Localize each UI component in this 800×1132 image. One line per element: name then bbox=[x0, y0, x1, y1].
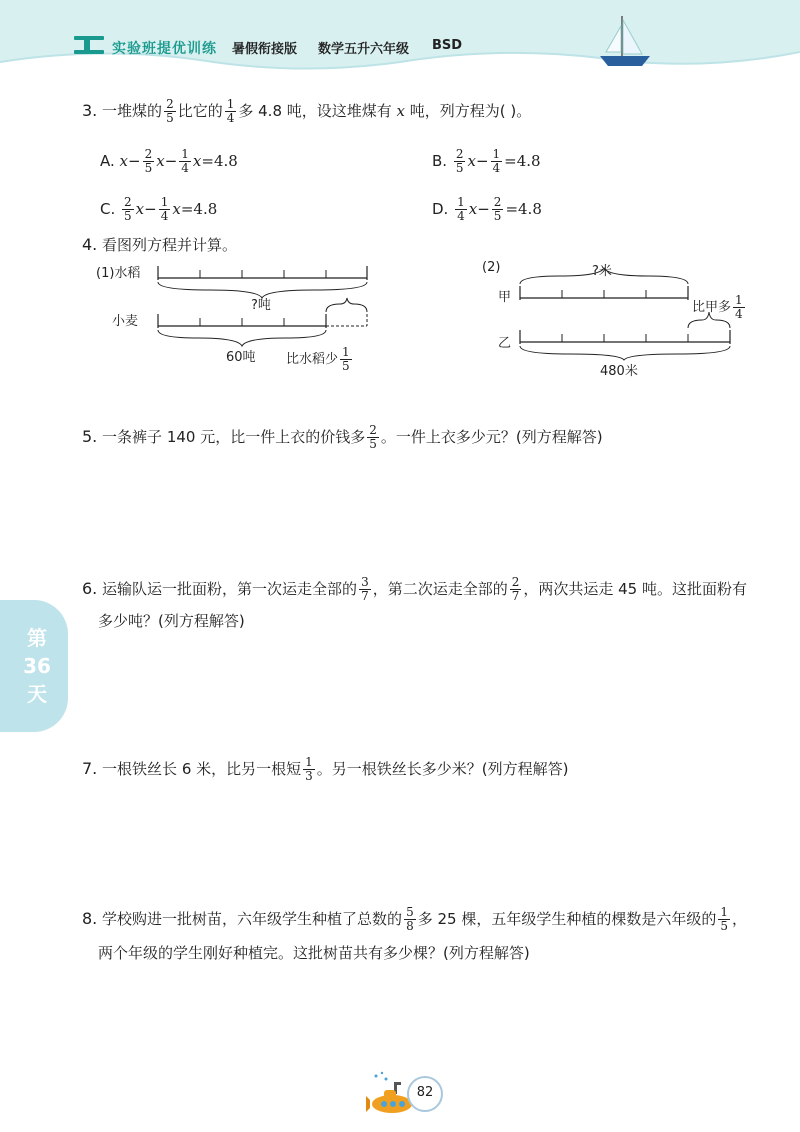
fraction: $\frac{2}{7}$ bbox=[511, 575, 520, 603]
diagram-2-b-label: 乙 bbox=[498, 336, 512, 351]
question-6 bbox=[82, 576, 747, 603]
question-text: 一条裤子 140 元，比一件上衣的价钱多 bbox=[102, 428, 366, 446]
question-text: 吨，列方程为( )。 bbox=[409, 102, 532, 120]
fraction: $\frac{2}{5}$ bbox=[493, 195, 502, 223]
question-text: ，两次共运走 45 吨。这批面粉有 bbox=[523, 580, 747, 598]
question-8 bbox=[82, 906, 747, 933]
fraction: $\frac{2}{5}$ bbox=[144, 147, 153, 175]
fraction: $\frac{1}{4}$ bbox=[735, 293, 743, 321]
fraction: $\frac{2}{5}$ bbox=[455, 147, 464, 175]
diagram-1-compare: 比水稻少 $\frac{1}{5}$ bbox=[286, 345, 350, 373]
question-5 bbox=[82, 424, 603, 451]
diagram-1-amount: 60吨 bbox=[226, 350, 256, 365]
question-number: 5. bbox=[82, 427, 98, 446]
fraction: $\frac{2}{5}$ bbox=[166, 97, 174, 125]
option-label: B. bbox=[432, 152, 448, 170]
option-b: B. $\frac{2}{5}$ x− $\frac{1}{4}$ =4.8 bbox=[432, 147, 541, 175]
option-d: D. $\frac{1}{4}$ x− $\frac{2}{5}$ =4.8 bbox=[432, 195, 542, 223]
question-text: 看图列方程并计算。 bbox=[102, 236, 238, 254]
question-number: 7. bbox=[82, 759, 98, 778]
question-number: 3. bbox=[82, 101, 98, 120]
question-4 bbox=[82, 234, 237, 256]
subject-label: 数学五升六年级 bbox=[318, 42, 410, 57]
question-text: 运输队运一批面粉，第一次运走全部的 bbox=[102, 580, 358, 598]
diagram-1-wheat-label: 小麦 bbox=[112, 314, 139, 329]
diagram-2-unknown: ?米 bbox=[592, 264, 612, 279]
fraction: $\frac{1}{5}$ bbox=[720, 905, 728, 933]
diagram-2-total: 480米 bbox=[600, 364, 638, 379]
sailboat-icon bbox=[596, 12, 654, 70]
option-c: C. $\frac{2}{5}$ x− $\frac{1}{4}$ x=4.8 bbox=[100, 195, 218, 223]
option-label: C. bbox=[100, 200, 116, 218]
question-3 bbox=[82, 98, 531, 125]
diagram-2-compare: 比甲多 $\frac{1}{4}$ bbox=[692, 293, 743, 321]
question-6-line-2: 多少吨？(列方程解答) bbox=[98, 612, 245, 630]
question-text: 多 4.8 吨，设这堆煤有 bbox=[238, 102, 392, 120]
question-text: 。一件上衣多少元？(列方程解答) bbox=[380, 428, 603, 446]
question-text: 一堆煤的 bbox=[102, 102, 163, 120]
diagram-1-label: (1)水稻 bbox=[96, 266, 141, 281]
question-number: 8. bbox=[82, 909, 98, 928]
edition-label: 暑假衔接版 bbox=[232, 42, 298, 57]
question-number: 6. bbox=[82, 579, 98, 598]
fraction: $\frac{2}{5}$ bbox=[124, 195, 132, 223]
question-text: ， bbox=[731, 910, 747, 928]
fraction: $\frac{2}{5}$ bbox=[369, 423, 377, 451]
option-label: A. bbox=[100, 152, 115, 170]
option-label: D. bbox=[432, 200, 449, 218]
question-7 bbox=[82, 756, 569, 783]
question-8-line-2: 两个年级的学生刚好种植完。这批树苗共有多少棵？(列方程解答) bbox=[98, 944, 530, 962]
page-number: 82 bbox=[407, 1076, 443, 1112]
fraction: $\frac{1}{5}$ bbox=[342, 345, 350, 373]
question-text: 学校购进一批树苗，六年级学生种植了总数的 bbox=[102, 910, 403, 928]
question-text: 一根铁丝长 6 米，比另一根短 bbox=[102, 760, 302, 778]
fraction: $\frac{1}{3}$ bbox=[305, 755, 313, 783]
fraction: $\frac{3}{7}$ bbox=[361, 575, 369, 603]
option-a: A. x− $\frac{2}{5}$ x− $\frac{1}{4}$ x=4.8 bbox=[100, 147, 238, 175]
question-text: 。另一根铁丝长多少米？(列方程解答) bbox=[316, 760, 569, 778]
code-label: BSD bbox=[432, 38, 463, 53]
fraction: $\frac{1}{4}$ bbox=[160, 195, 169, 223]
question-text: 多 25 棵，五年级学生种植的棵数是六年级的 bbox=[417, 910, 717, 928]
variable: x bbox=[396, 102, 406, 120]
fraction: $\frac{1}{4}$ bbox=[181, 147, 189, 175]
question-number: 4. bbox=[82, 235, 98, 254]
fraction: $\frac{5}{8}$ bbox=[406, 905, 414, 933]
question-text: 比它的 bbox=[177, 102, 223, 120]
fraction: $\frac{1}{4}$ bbox=[492, 147, 501, 175]
day-tab-label: 第36天 bbox=[23, 626, 51, 706]
fraction: $\frac{1}{4}$ bbox=[457, 195, 465, 223]
diagram-1-unknown: ?吨 bbox=[251, 298, 271, 313]
fraction: $\frac{1}{4}$ bbox=[226, 97, 235, 125]
brand-title: 实验班提优训练 bbox=[112, 41, 217, 57]
question-text: ，第二次运走全部的 bbox=[372, 580, 508, 598]
diagram-2-label: (2) bbox=[482, 260, 501, 275]
logo-icon bbox=[72, 34, 108, 56]
diagram-2-a-label: 甲 bbox=[498, 290, 512, 305]
